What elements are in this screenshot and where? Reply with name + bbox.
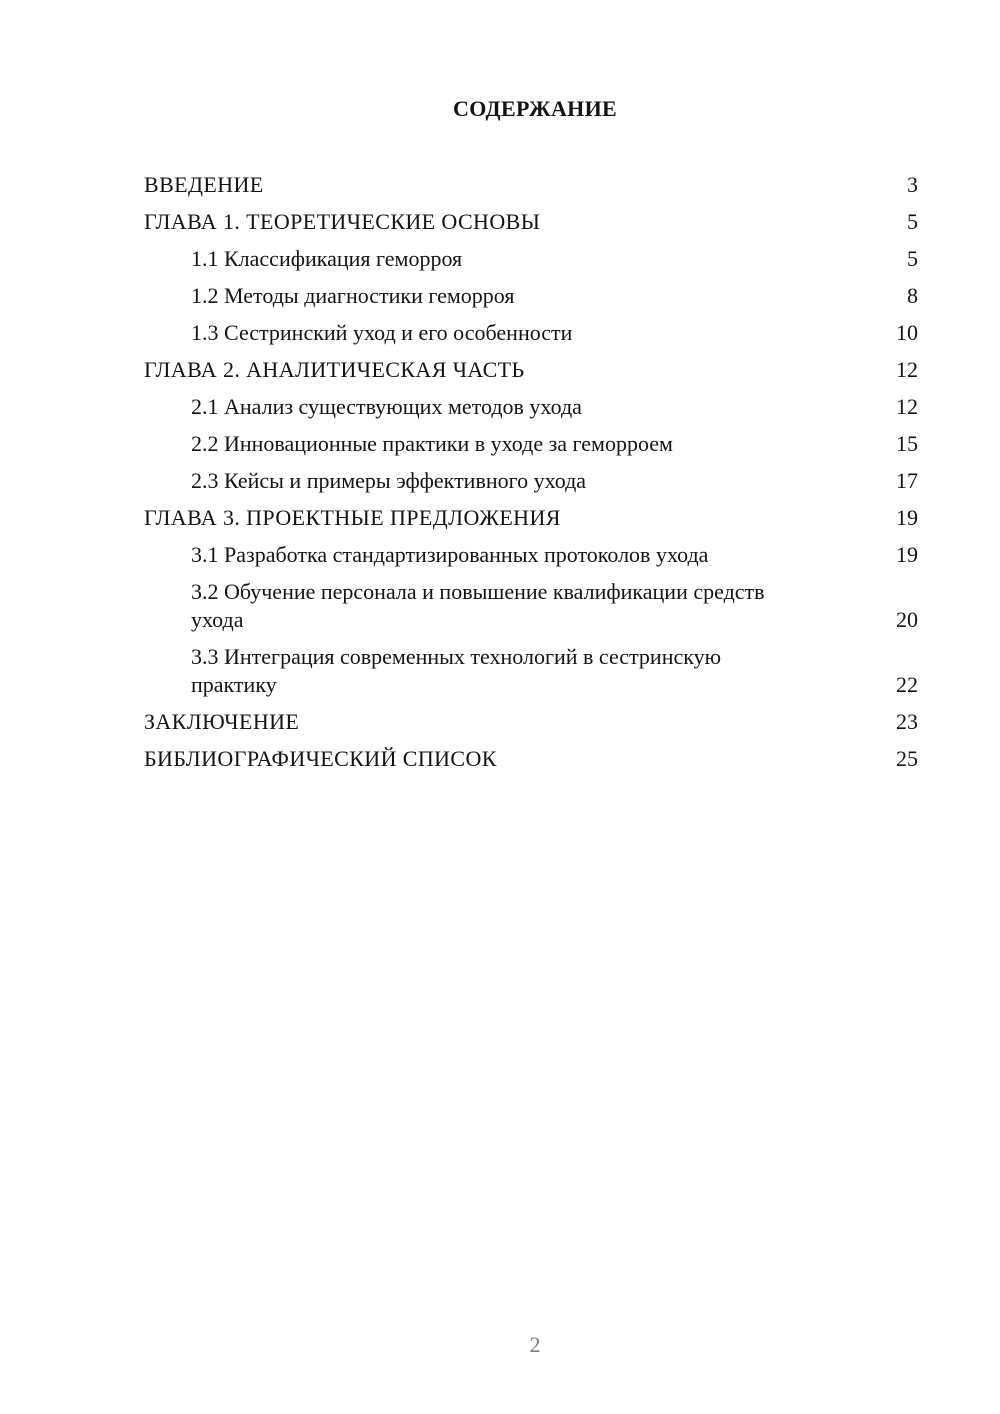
toc-entry-label: 2.1 Анализ существующих методов ухода (191, 394, 582, 419)
toc-entry-page: 5 (907, 246, 918, 271)
toc-entry-chapter-3[interactable] (144, 501, 918, 538)
toc-entry-page: 12 (896, 357, 918, 382)
toc-entry-page: 15 (896, 431, 918, 456)
toc-entry-page: 5 (907, 209, 918, 234)
toc-entry-page: 25 (896, 746, 918, 771)
toc-entry-label: 3.3 Интеграция современных технологий в сестринскую практику (191, 644, 722, 697)
toc-entry-chapter-1[interactable] (144, 205, 918, 242)
toc-entry-section-2-3[interactable] (144, 464, 918, 501)
toc-entry-introduction[interactable] (144, 168, 918, 205)
toc-entry-page: 3 (907, 172, 918, 197)
toc-entry-label: 3.2 Обучение персонала и повышение квалификации средств ухода (191, 579, 765, 632)
toc-entry-label: 1.3 Сестринский уход и его особенности (191, 320, 573, 345)
table-of-contents (144, 168, 918, 779)
toc-entry-conclusion[interactable] (144, 705, 918, 742)
toc-entry-label: ГЛАВА 1. ТЕОРЕТИЧЕСКИЕ ОСНОВЫ (144, 209, 541, 234)
toc-entry-section-1-1[interactable] (144, 242, 918, 279)
toc-entry-label: 3.1 Разработка стандартизированных протоколов ухода (191, 542, 709, 567)
toc-entry-page: 10 (896, 320, 918, 345)
toc-entry-section-3-2[interactable] (144, 575, 918, 640)
toc-entry-label: ГЛАВА 3. ПРОЕКТНЫЕ ПРЕДЛОЖЕНИЯ (144, 505, 561, 530)
toc-entry-chapter-2[interactable] (144, 353, 918, 390)
toc-entry-label: 1.2 Методы диагностики геморроя (191, 283, 515, 308)
toc-entry-page: 19 (896, 505, 918, 530)
toc-entry-bibliography[interactable] (144, 742, 918, 779)
toc-entry-label: ЗАКЛЮЧЕНИЕ (144, 709, 300, 734)
toc-entry-label: 1.1 Классификация геморроя (191, 246, 463, 271)
toc-entry-page: 17 (896, 468, 918, 493)
toc-entry-section-1-3[interactable] (144, 316, 918, 353)
toc-entry-label: 2.2 Инновационные практики в уходе за геморроем (191, 431, 673, 456)
toc-entry-label: ГЛАВА 2. АНАЛИТИЧЕСКАЯ ЧАСТЬ (144, 357, 525, 382)
toc-entry-section-2-1[interactable] (144, 390, 918, 427)
toc-entry-page: 8 (907, 283, 918, 308)
toc-entry-label: 2.3 Кейсы и примеры эффективного ухода (191, 468, 587, 493)
toc-entry-page: 12 (896, 394, 918, 419)
page-number: 2 (529, 1332, 541, 1357)
toc-entry-label: ВВЕДЕНИЕ (144, 172, 264, 197)
toc-entry-section-3-3[interactable] (144, 640, 918, 705)
toc-entry-page: 23 (896, 709, 918, 734)
page-title: СОДЕРЖАНИЕ (453, 96, 617, 121)
toc-entry-section-3-1[interactable] (144, 538, 918, 575)
toc-entry-page: 19 (896, 542, 918, 567)
toc-entry-label: БИБЛИОГРАФИЧЕСКИЙ СПИСОК (144, 746, 497, 771)
toc-entry-section-1-2[interactable] (144, 279, 918, 316)
toc-entry-section-2-2[interactable] (144, 427, 918, 464)
toc-entry-page: 20 (896, 607, 918, 632)
toc-entry-page: 22 (896, 672, 918, 697)
